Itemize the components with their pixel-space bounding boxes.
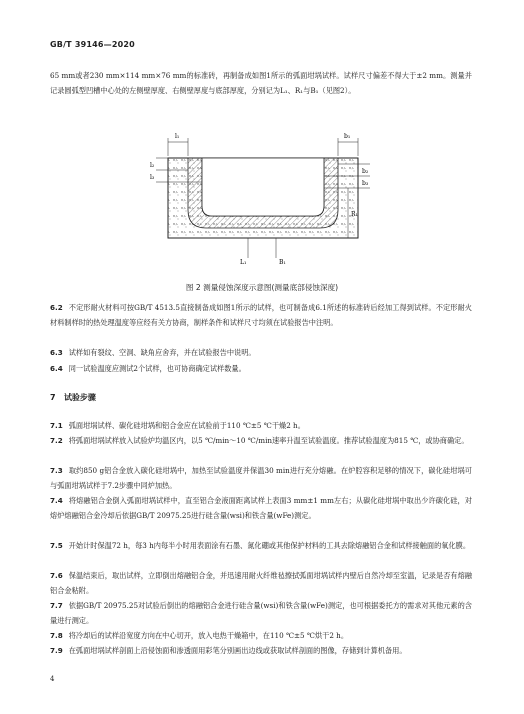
label-b2: b₂ xyxy=(362,168,369,175)
intro-paragraph: 65 mm或者230 mm×114 mm×76 mm的标准砖，再制备成如图1所示的弧面坩埚试样。试样尺寸偏差不得大于±2 mm。测量并记录圆弧型凹槽中心处的左侧壁厚度、右侧壁厚度与底部厚度，分别记为L₁、R₁与B₁（见图2）。 xyxy=(50,71,472,95)
page-number: 4 xyxy=(50,675,55,683)
step-text: 将熔融铝合金倒入弧面坩埚试样中，直至铝合金液面距离试样上表面3 mm±1 mm左右；从碳化硅坩埚中取出少许碳化硅，对熔炉熔融铝合金冷却后依据GB/T 20975.25进行硅含量(wsi)和铁含量(wFe)测定。 xyxy=(50,496,472,520)
step-7-7 xyxy=(50,598,472,628)
label-r1: R₁ xyxy=(351,211,358,218)
step-number: 7.2 xyxy=(50,436,63,445)
para-number: 6.2 xyxy=(50,303,63,312)
para-text: 不定形耐火材料可按GB/T 4513.5直接制备成如图1所示的试样，也可制备成6.1所述的标准砖后经加工得到试样。不定形耐火材料制样时的热处理温度等应经有关方协商，制样条件和试样尺寸均须在试验报告中注明。 xyxy=(50,303,472,327)
step-number: 7.4 xyxy=(50,496,63,505)
label-l3: l₃ xyxy=(150,174,155,181)
label-l2: l₂ xyxy=(150,162,155,169)
step-7-3 xyxy=(50,463,472,493)
section-title: 试验步骤 xyxy=(63,393,96,402)
section-number: 7 xyxy=(50,393,56,402)
step-number: 7.7 xyxy=(50,601,63,610)
step-text: 将冷却后的试样沿宽度方向在中心切开，放入电热干燥箱中，在110 ℃±5 ℃烘干2 h。 xyxy=(68,631,349,640)
section-heading xyxy=(50,392,96,403)
label-L1: L₁ xyxy=(240,259,247,266)
step-7-5 xyxy=(50,538,472,553)
step-number: 7.1 xyxy=(50,421,63,430)
para-text: 同一试验温度应测试2个试样，也可协商确定试样数量。 xyxy=(68,364,246,373)
step-7-6 xyxy=(50,568,472,598)
step-text: 开始计时保温72 h，每3 h内每半小时用表面涂有石墨、氮化硼或其他保护材料的工具去除熔融铝合金和试样接触面的氧化膜。 xyxy=(68,541,471,550)
figure-caption: 图 2 测量侵蚀深度示意图(测量底部侵蚀深度) xyxy=(185,283,339,292)
step-7-2 xyxy=(50,433,472,448)
step-text: 保温结束后，取出试样，立即倒出熔融铝合金，并迅速用耐火纤维毡擦拭弧面坩埚试样内壁后自然冷却至室温，记录是否有熔融铝合金粘附。 xyxy=(50,571,472,595)
standard-header: GB/T 39146—2020 xyxy=(50,40,135,49)
para-number: 6.3 xyxy=(50,348,63,357)
para-6-2 xyxy=(50,300,472,330)
label-l1: l₁ xyxy=(175,133,180,140)
para-number: 6.4 xyxy=(50,364,63,373)
step-7-8 xyxy=(50,628,472,643)
step-number: 7.9 xyxy=(50,646,63,655)
step-7-1 xyxy=(50,418,472,433)
label-b3: b₃ xyxy=(362,180,369,187)
step-7-4 xyxy=(50,493,472,523)
step-7-9 xyxy=(50,643,472,658)
step-text: 依据GB/T 20975.25对试验后倒出的熔融铝合金进行硅含量(wsi)和铁含量(wFe)测定，也可根据委托方的需求对其他元素的含量进行测定。 xyxy=(50,601,472,625)
step-number: 7.3 xyxy=(50,466,63,475)
step-number: 7.5 xyxy=(50,541,63,550)
label-B1: B₁ xyxy=(279,259,286,266)
step-text: 取约850 g铝合金放入碳化硅坩埚中，加热至试验温度并保温30 min进行充分熔融。在炉腔容积足够的情况下，碳化硅坩埚可与弧面坩埚试样于7.2步骤中同炉加热。 xyxy=(50,466,472,490)
para-6-4 xyxy=(50,361,472,376)
step-text: 在弧面坩埚试样剖面上沿侵蚀面和渗透面用彩笔分别画出边线或获取试样剖面的图像，存储到计算机备用。 xyxy=(68,646,407,655)
para-6-3 xyxy=(50,345,472,360)
step-number: 7.6 xyxy=(50,571,63,580)
step-number: 7.8 xyxy=(50,631,63,640)
para-text: 试样如有裂纹、空洞、缺角应舍弃，并在试验报告中说明。 xyxy=(68,348,256,357)
step-text: 弧面坩埚试样、碳化硅坩埚和铝合金应在试验前于110 ℃±5 ℃干燥2 h。 xyxy=(68,421,305,430)
step-text: 将弧面坩埚试样放入试验炉均温区内，以5 ℃/min～10 ℃/min速率升温至试验温度。推荐试验温度为815 ℃，或协商确定。 xyxy=(68,436,469,445)
label-b1: b₁ xyxy=(344,133,351,140)
figure-2-diagram xyxy=(148,118,378,268)
